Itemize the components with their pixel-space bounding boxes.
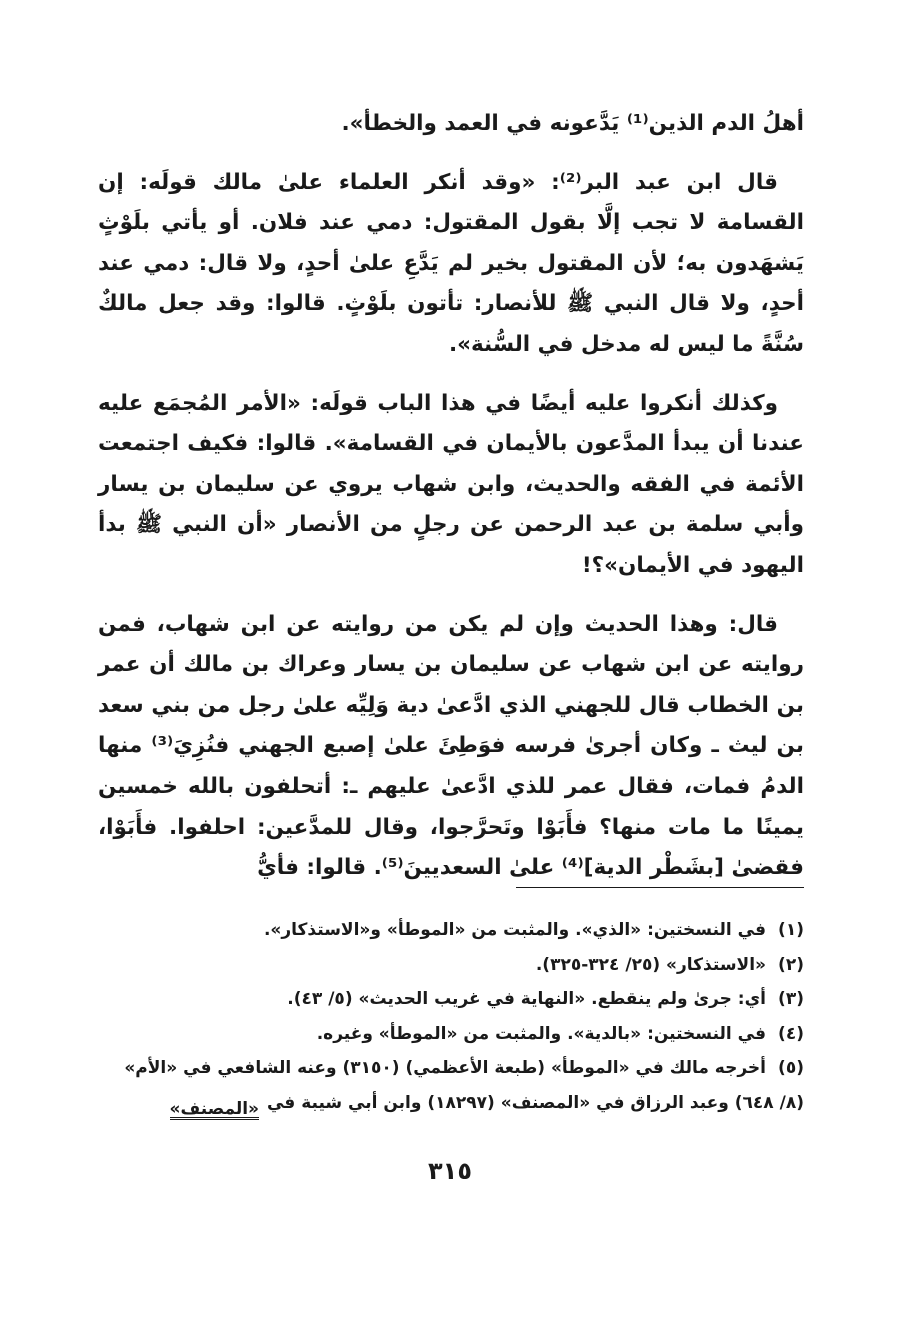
footnote-continuation — [98, 1086, 804, 1121]
footnote-text: «الاستذكار» (٢٥/ ٣٢٤-٣٢٥). — [535, 954, 766, 975]
footnote-2 — [98, 948, 804, 983]
footnote-number: (٣) — [778, 989, 804, 1009]
main-text — [98, 104, 804, 907]
continuation-marker: «المصنف» — [169, 1098, 260, 1119]
footnote-continuation-text: (٨/ ٦٤٨) وعبد الرزاق في «المصنف» (١٨٢٩٧) وابن أبي شيبة في — [266, 1092, 804, 1113]
footnote-text: في النسختين: «بالدية». والمثبت من «الموطأ» وغيره. — [316, 1023, 766, 1044]
footnote-5 — [98, 1051, 804, 1086]
paragraph-4: قال: وهذا الحديث وإن لم يكن من روايته عن ابن شهاب، فمن روايته عن ابن شهاب عن سليمان بن يسار وعراك بن مالك أن عمر بن الخطاب قال للجهني الذي ادَّعىٰ دية وَلِيِّه علىٰ رجل من بني سعد بن ليث ـ وكان أجرىٰ فرسه فوَطِئَ علىٰ إصبع الجهني فنُزِيَ⁽³⁾ منها الدمُ فمات، فقال عمر للذي ادَّعىٰ عليهم ـ: أتحلفون بالله خمسين يمينًا ما مات منها؟ فأَبَوْا وتَحرَّجوا، وقال للمدَّعين: احلفوا. فأَبَوْا، فقضىٰ [بشَطْر الدية]⁽⁴⁾ علىٰ السعديينَ⁽⁵⁾. قالوا: فأيُّ — [98, 611, 804, 881]
footnote-number: (١) — [778, 920, 804, 940]
footnote-3 — [98, 982, 804, 1017]
footnote-4 — [98, 1017, 804, 1052]
footnote-text: في النسختين: «الذي». والمثبت من «الموطأ» و«الاستذكار». — [263, 920, 766, 940]
page-number: ٣١٥ — [428, 1157, 472, 1185]
footnote-text: أخرجه مالك في «الموطأ» (طبعة الأعظمي) (٣١٥٠) وعنه الشافعي في «الأم» — [124, 1058, 766, 1078]
footnote-separator — [516, 887, 804, 888]
footnote-number: (٤) — [778, 1023, 804, 1044]
footnote-text: أي: جرىٰ ولم ينقطع. «النهاية في غريب الحديث» (٥/ ٤٣). — [287, 989, 766, 1009]
footnotes — [98, 913, 804, 1120]
footnote-number: (٥) — [778, 1058, 804, 1078]
footnote-1 — [98, 913, 804, 948]
footnote-number: (٢) — [778, 954, 804, 975]
paragraph-1: أهلُ الدم الذين⁽¹⁾ يَدَّعونه في العمد والخطأ». — [341, 111, 804, 136]
paragraph-2: قال ابن عبد البر⁽²⁾: «وقد أنكر العلماء علىٰ مالك قولَه: إن القسامة لا تجب إلَّا بقول المقتول: دمي عند فلان. أو يأتي بلَوْثٍ يَشهَدون به؛ لأن المقتول بخير لم يَدَّعِ علىٰ أحدٍ، ولا قال: دمي عند أحدٍ، ولا قال النبي ﷺ للأنصار: تأتون بلَوْثٍ. قالوا: وقد جعل مالكٌ سُنَّةً ما ليس له مدخل في السُّنة». — [98, 169, 804, 357]
paragraph-3: وكذلك أنكروا عليه أيضًا في هذا الباب قولَه: «الأمر المُجمَع عليه عندنا أن يبدأ المدَّعون بالأيمان في القسامة». قالوا: فكيف اجتمعت الأئمة في الفقه والحديث، وابن شهاب يروي عن سليمان بن يسار وأبي سلمة بن عبد الرحمن عن رجلٍ من الأنصار «أن النبي ﷺ بدأ اليهود في الأيمان»؟! — [98, 390, 804, 578]
